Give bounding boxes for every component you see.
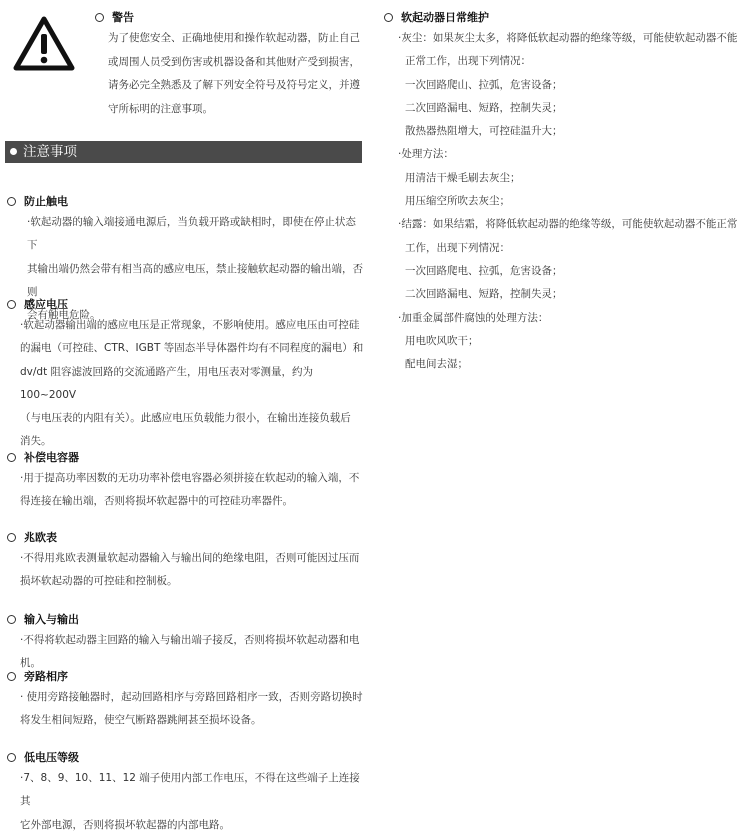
section-title: 防止触电 [7, 193, 68, 209]
section-title: 低电压等级 [7, 749, 79, 765]
circle-bullet-icon [7, 533, 16, 542]
section-body: ·不得用兆欧表测量软起动器输入与输出间的绝缘电阻，否则可能因过压而 损坏软起动器的可控硅和控制板。 [20, 552, 360, 588]
circle-bullet-icon [7, 672, 16, 681]
circle-bullet-icon [384, 13, 393, 22]
warning-triangle-icon [13, 16, 75, 72]
maintenance-body: ·灰尘：如果灰尘太多，将降低软起动器的绝缘等级，可能使软起动器不能 正常工作，出现下列情况： 一次回路爬山、拉弧，危害设备； 二次回路漏电、短路，控制失灵； 散热器热阻增大，可控硅温升大； ·处理方法： 用清洁干燥毛刷去灰尘； 用压缩空所吹去灰尘； ·结露：如果结霜，将降低软起动器的绝缘等级，可能使软起动器不能正常 工作，出现下列情况： 一次回路爬电、拉弧，危害设备； 二次回路漏电、短路，控制失灵； ·加重金属部件腐蚀的处理方法： 用电吹风吹干； 配电间去湿； [398, 32, 738, 371]
section-title: 旁路相序 [7, 668, 68, 684]
warning-text: 为了使您安全、正确地使用和操作软起动器，防止自己 或周围人员受到伤害或机器设备和其他财产受到损害， 请务必完全熟悉及了解下列安全符号及符号定义，并遵 守所标明的注意事项。 [108, 32, 360, 115]
section-header-bar: 注意事项 [5, 141, 362, 163]
section-body: ·7、8、9、10、11、12 端子使用内部工作电压，不得在这些端子上连接其 它外部电源，否则将损坏软起器的内部电路。 [20, 772, 360, 831]
section-title: 输入与输出 [7, 611, 79, 627]
circle-bullet-icon [95, 13, 104, 22]
circle-bullet-icon [7, 197, 16, 206]
warning-title: 警告 [95, 9, 134, 25]
section-title: 感应电压 [7, 296, 68, 312]
maintenance-title: 软起动器日常维护 [384, 9, 489, 25]
section-body: ·不得将软起动器主回路的输入与输出端子接反，否则将损坏软起动器和电机。 [20, 634, 360, 670]
section-body: ·软起动器输出端的感应电压是正常现象，不影响使用。感应电压由可控硅 的漏电（可控硅、CTR、IGBT 等固态半导体器件均有不同程度的漏电）和 dv/dt 阻容滤波回路的交流通路产生，用电压表对零测量，约为 100~200V （与电压表的内阻有关）。此感应电压负载能力很小，在输出连接负载后 消失。 [20, 319, 364, 448]
circle-bullet-icon [7, 453, 16, 462]
circle-bullet-icon [7, 300, 16, 309]
circle-bullet-icon [7, 753, 16, 762]
dot-icon [10, 148, 17, 155]
section-body: ·用于提高功率因数的无功功率补偿电容器必须拼接在软起动的输入端，不 得连接在输出端，否则将损坏软起器中的可控硅功率器件。 [20, 472, 360, 508]
section-title: 补偿电容器 [7, 449, 79, 465]
section-title: 兆欧表 [7, 529, 57, 545]
section-body: · 使用旁路接触器时，起动回路相序与旁路回路相序一致，否则旁路切换时 将发生相间短路，使空气断路器跳闸甚至损坏设备。 [20, 691, 363, 727]
section-body: ·软起动器的输入端接通电源后，当负载开路或缺相时，即使在停止状态 下 其输出端仍然会带有相当高的感应电压，禁止接触软起动器的输出端，否则 会有触电危险。 [27, 216, 363, 322]
circle-bullet-icon [7, 615, 16, 624]
